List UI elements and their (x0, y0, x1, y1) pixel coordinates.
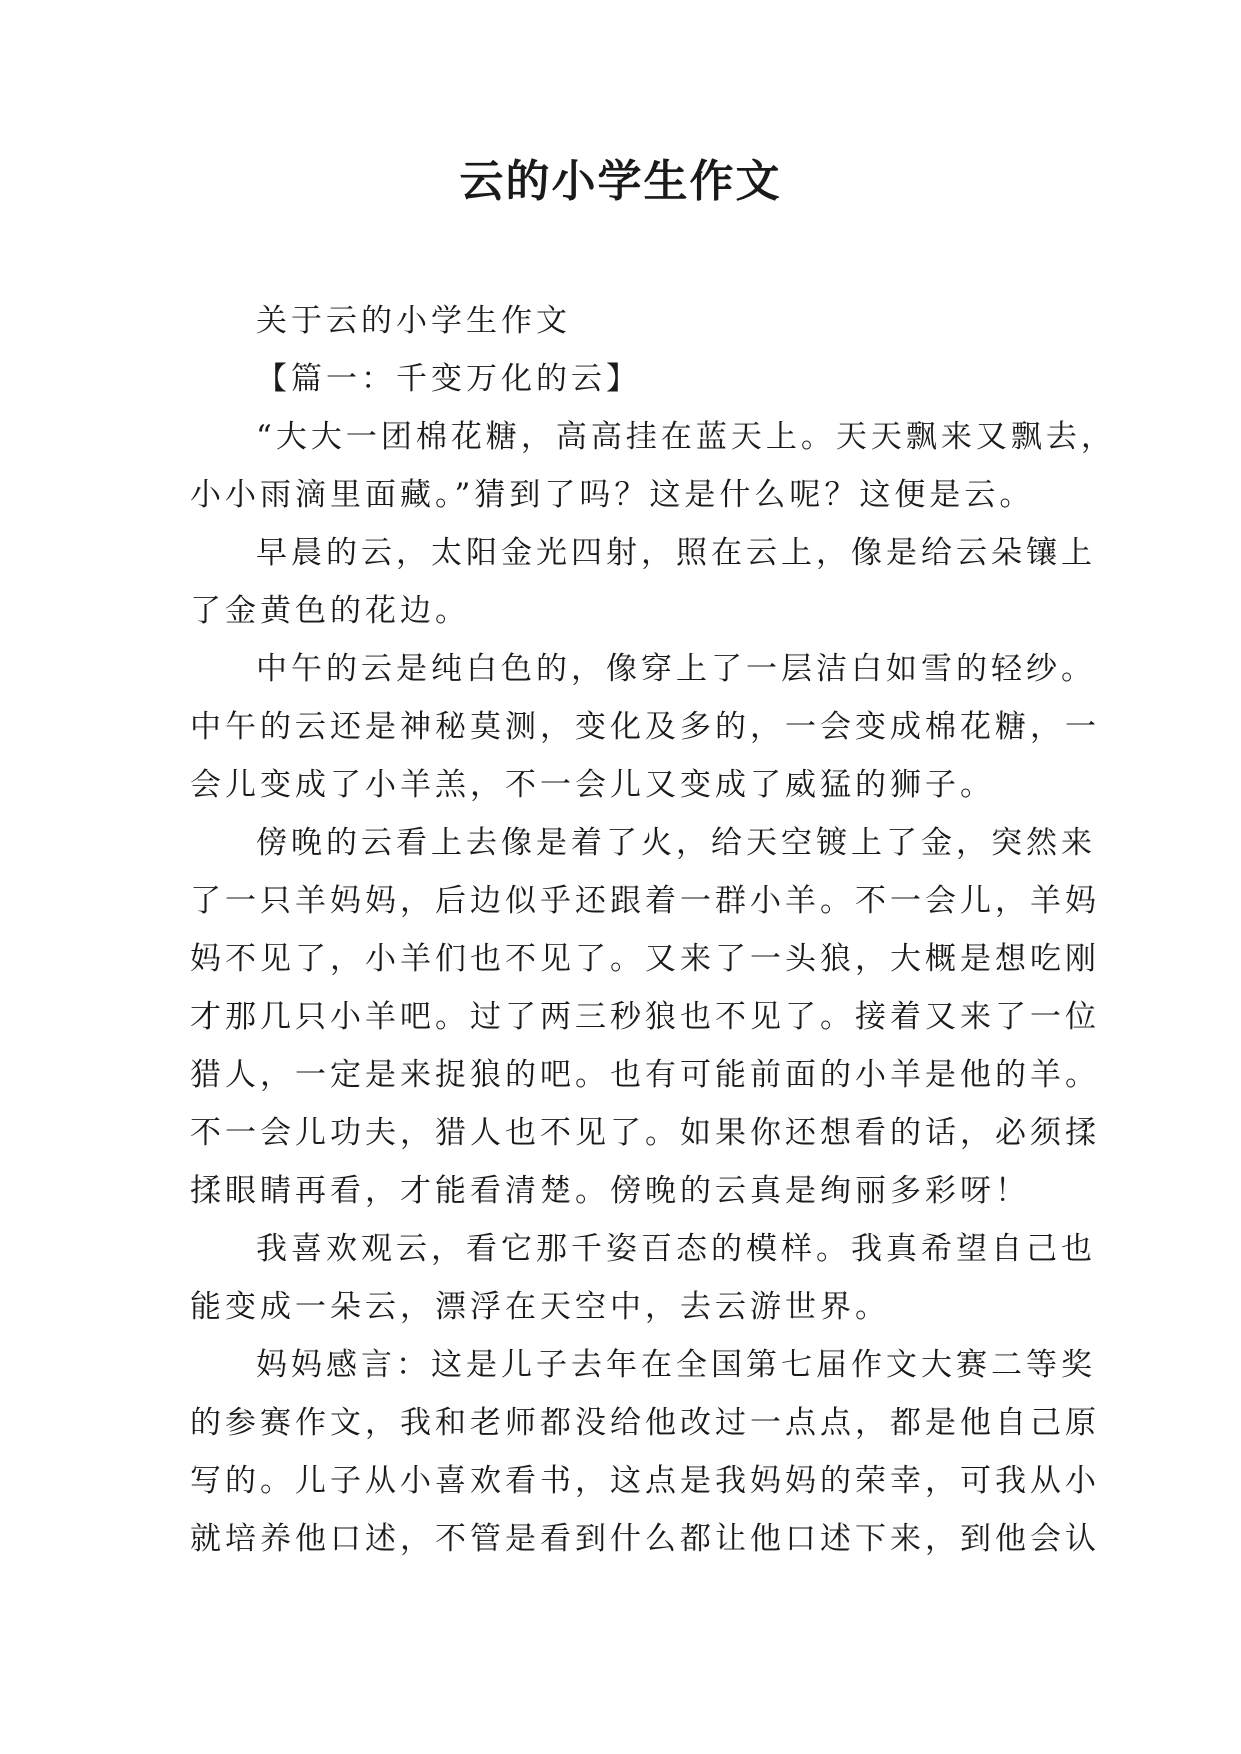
text-line: 写的。儿子从小喜欢看书，这点是我妈妈的荣幸，可我从小 (190, 1463, 1100, 1499)
text-line: 能变成一朵云，漂浮在天空中，去云游世界。 (190, 1289, 890, 1325)
text-line: 了金黄色的花边。 (190, 593, 470, 629)
text-line: 不一会儿功夫，猎人也不见了。如果你还想看的话，必须揉 (190, 1115, 1100, 1151)
text-line: 会儿变成了小羊羔，不一会儿又变成了威猛的狮子。 (190, 767, 995, 803)
text-line: “大大一团棉花糖，高高挂在蓝天上。天天飘来又飘去， (256, 419, 1116, 455)
text-line: 妈不见了，小羊们也不见了。又来了一头狼，大概是想吃刚 (190, 941, 1100, 977)
text-line: 才那几只小羊吧。过了两三秒狼也不见了。接着又来了一位 (190, 999, 1100, 1035)
text-line: 就培养他口述，不管是看到什么都让他口述下来，到他会认 (190, 1521, 1100, 1557)
text-line: 小小雨滴里面藏。”猜到了吗？这是什么呢？这便是云。 (190, 477, 1035, 513)
text-line: 揉眼睛再看，才能看清楚。傍晚的云真是绚丽多彩呀！ (190, 1173, 1030, 1209)
text-line: 的参赛作文，我和老师都没给他改过一点点，都是他自己原 (190, 1405, 1100, 1441)
text-line: 【篇一：千变万化的云】 (256, 361, 641, 397)
text-line: 中午的云是纯白色的，像穿上了一层洁白如雪的轻纱。 (256, 651, 1096, 687)
text-line: 了一只羊妈妈，后边似乎还跟着一群小羊。不一会儿，羊妈 (190, 883, 1100, 919)
text-line: 中午的云还是神秘莫测，变化及多的，一会变成棉花糖，一 (190, 709, 1100, 745)
text-line: 妈妈感言：这是儿子去年在全国第七届作文大赛二等奖 (256, 1347, 1096, 1383)
text-line: 关于云的小学生作文 (256, 303, 571, 339)
document-body (190, 292, 1116, 1568)
text-line: 傍晚的云看上去像是着了火，给天空镀上了金，突然来 (256, 825, 1096, 861)
text-line: 我喜欢观云，看它那千姿百态的模样。我真希望自己也 (256, 1231, 1096, 1267)
text-line: 早晨的云，太阳金光四射，照在云上，像是给云朵镶上 (256, 535, 1096, 571)
text-line: 猎人，一定是来捉狼的吧。也有可能前面的小羊是他的羊。 (190, 1057, 1100, 1093)
document-title: 云的小学生作文 (459, 156, 782, 207)
